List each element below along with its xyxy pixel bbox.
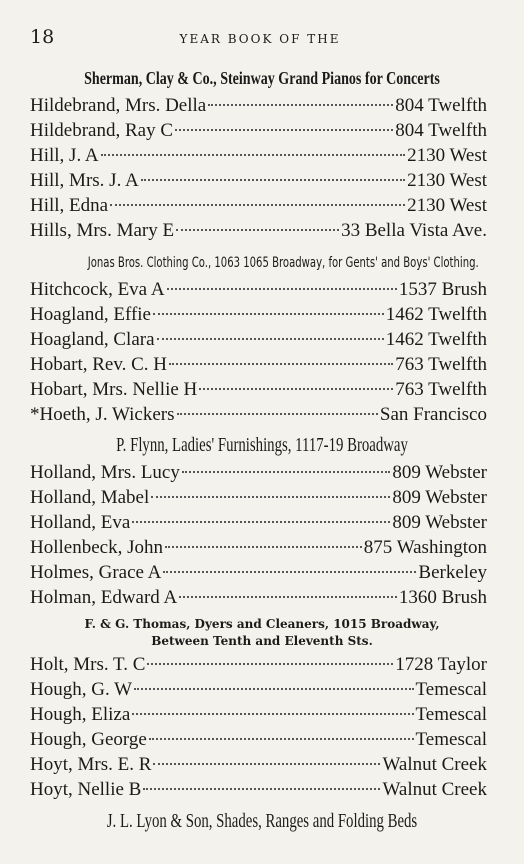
directory-entry xyxy=(30,537,487,561)
dot-leader xyxy=(141,178,405,181)
dot-leader xyxy=(165,545,362,548)
entry-name: Hollenbeck, John xyxy=(30,537,163,558)
entry-address: 1462 Twelfth xyxy=(385,329,487,350)
entry-address: Temescal xyxy=(415,679,487,700)
entry-name: Holmes, Grace A xyxy=(30,562,162,583)
page-number: 18 xyxy=(30,26,55,48)
directory-entry xyxy=(30,679,487,703)
entry-address: 1537 Brush xyxy=(398,279,487,300)
directory-entry xyxy=(30,95,487,119)
entry-name: Hough, Eliza xyxy=(30,704,131,725)
entry-name: Hoagland, Clara xyxy=(30,329,155,350)
entry-name: Hildebrand, Mrs. Della xyxy=(30,95,207,116)
directory-entry xyxy=(30,404,487,428)
entry-name: Holland, Mrs. Lucy xyxy=(30,462,180,483)
entry-name: *Hoeth, J. Wickers xyxy=(30,404,175,425)
directory-entry xyxy=(30,754,487,778)
dot-leader xyxy=(132,520,390,523)
entry-address: Walnut Creek xyxy=(382,779,487,800)
entry-address: 33 Bella Vista Ave. xyxy=(341,220,487,241)
dot-leader xyxy=(208,103,393,106)
entry-name: Hoyt, Mrs. E. R xyxy=(30,754,152,775)
directory-entry xyxy=(30,145,487,169)
dot-leader xyxy=(176,228,339,231)
entry-address: 809 Webster xyxy=(392,462,487,483)
directory-entry xyxy=(30,729,487,753)
entry-name: Hitchcock, Eva A xyxy=(30,279,165,300)
entry-name: Holman, Edward A xyxy=(30,587,178,608)
dot-leader xyxy=(110,203,405,206)
entry-name: Hill, Mrs. J. A xyxy=(30,170,139,191)
entry-address: 1360 Brush xyxy=(398,587,487,608)
directory-entry xyxy=(30,779,487,803)
entry-name: Hobart, Mrs. Nellie H xyxy=(30,379,198,400)
dot-leader xyxy=(151,495,390,498)
dot-leader xyxy=(143,787,380,790)
directory-entry xyxy=(30,379,487,403)
ad-thomas-line-1: F. & G. Thomas, Dyers and Cleaners, 1015 Broadway, xyxy=(84,617,440,631)
entry-name: Holt, Mrs. T. C xyxy=(30,654,146,675)
entry-address: 809 Webster xyxy=(392,487,487,508)
entry-address: 2130 West xyxy=(407,195,487,216)
directory-entry xyxy=(30,487,487,511)
ad-sherman-clay: Sherman, Clay & Co., Steinway Grand Pianos for Concerts xyxy=(84,68,440,88)
entry-name: Hough, George xyxy=(30,729,147,750)
entry-address: Berkeley xyxy=(418,562,487,583)
directory-entry xyxy=(30,512,487,536)
directory-entry xyxy=(30,220,487,244)
dot-leader xyxy=(149,737,414,740)
entry-address: San Francisco xyxy=(379,404,487,425)
entry-address: 2130 West xyxy=(407,145,487,166)
dot-leader xyxy=(147,662,393,665)
running-title: YEAR BOOK OF THE xyxy=(179,32,341,46)
dot-leader xyxy=(199,387,393,390)
directory-entry xyxy=(30,562,487,586)
entry-address: 809 Webster xyxy=(392,512,487,533)
ad-jonas-bros: Jonas Bros. Clothing Co., 1063 1065 Broadway, for Gents' and Boys' Clothing. xyxy=(87,255,479,271)
dot-leader xyxy=(134,687,413,690)
dot-leader xyxy=(177,412,378,415)
entry-address: 763 Twelfth xyxy=(395,379,487,400)
entry-name: Hills, Mrs. Mary E xyxy=(30,220,175,241)
directory-entry xyxy=(30,329,487,353)
directory-entry xyxy=(30,279,487,303)
entry-address: 804 Twelfth xyxy=(395,95,487,116)
dot-leader xyxy=(175,128,393,131)
ad-thomas-line-2: Between Tenth and Eleventh Sts. xyxy=(151,634,373,648)
entry-name: Holland, Mabel xyxy=(30,487,150,508)
entry-address: 763 Twelfth xyxy=(395,354,487,375)
dot-leader xyxy=(101,153,405,156)
dot-leader xyxy=(169,362,393,365)
entry-name: Holland, Eva xyxy=(30,512,131,533)
dot-leader xyxy=(179,595,397,598)
ad-thomas xyxy=(20,616,504,650)
dot-leader xyxy=(153,762,380,765)
entry-address: 2130 West xyxy=(407,170,487,191)
directory-entry xyxy=(30,704,487,728)
dot-leader xyxy=(153,312,384,315)
entry-name: Hill, Edna xyxy=(30,195,109,216)
dot-leader xyxy=(132,712,413,715)
entry-address: Temescal xyxy=(415,704,487,725)
directory-entry xyxy=(30,170,487,194)
dot-leader xyxy=(182,470,390,473)
entry-name: Hildebrand, Ray C xyxy=(30,120,174,141)
directory-entry xyxy=(30,120,487,144)
entry-address: 804 Twelfth xyxy=(395,120,487,141)
entry-name: Hoagland, Effie xyxy=(30,304,151,325)
entry-name: Hoyt, Nellie B xyxy=(30,779,142,800)
ad-flynn: P. Flynn, Ladies' Furnishings, 1117-19 Broadway xyxy=(116,434,408,456)
entry-address: 1728 Taylor xyxy=(395,654,487,675)
entry-address: 875 Washington xyxy=(363,537,487,558)
entry-name: Hill, J. A xyxy=(30,145,99,166)
directory-entry xyxy=(30,462,487,486)
ad-lyon: J. L. Lyon & Son, Shades, Ranges and Folding Beds xyxy=(106,810,418,832)
dot-leader xyxy=(163,570,416,573)
entry-address: Walnut Creek xyxy=(382,754,487,775)
directory-entry xyxy=(30,304,487,328)
page-header xyxy=(30,26,490,50)
dot-leader xyxy=(157,337,384,340)
directory-entry xyxy=(30,654,487,678)
entry-name: Hobart, Rev. C. H xyxy=(30,354,168,375)
dot-leader xyxy=(167,287,397,290)
directory-entry xyxy=(30,587,487,611)
entry-name: Hough, G. W xyxy=(30,679,133,700)
directory-entry xyxy=(30,195,487,219)
entry-address: 1462 Twelfth xyxy=(385,304,487,325)
entry-address: Temescal xyxy=(415,729,487,750)
directory-entry xyxy=(30,354,487,378)
